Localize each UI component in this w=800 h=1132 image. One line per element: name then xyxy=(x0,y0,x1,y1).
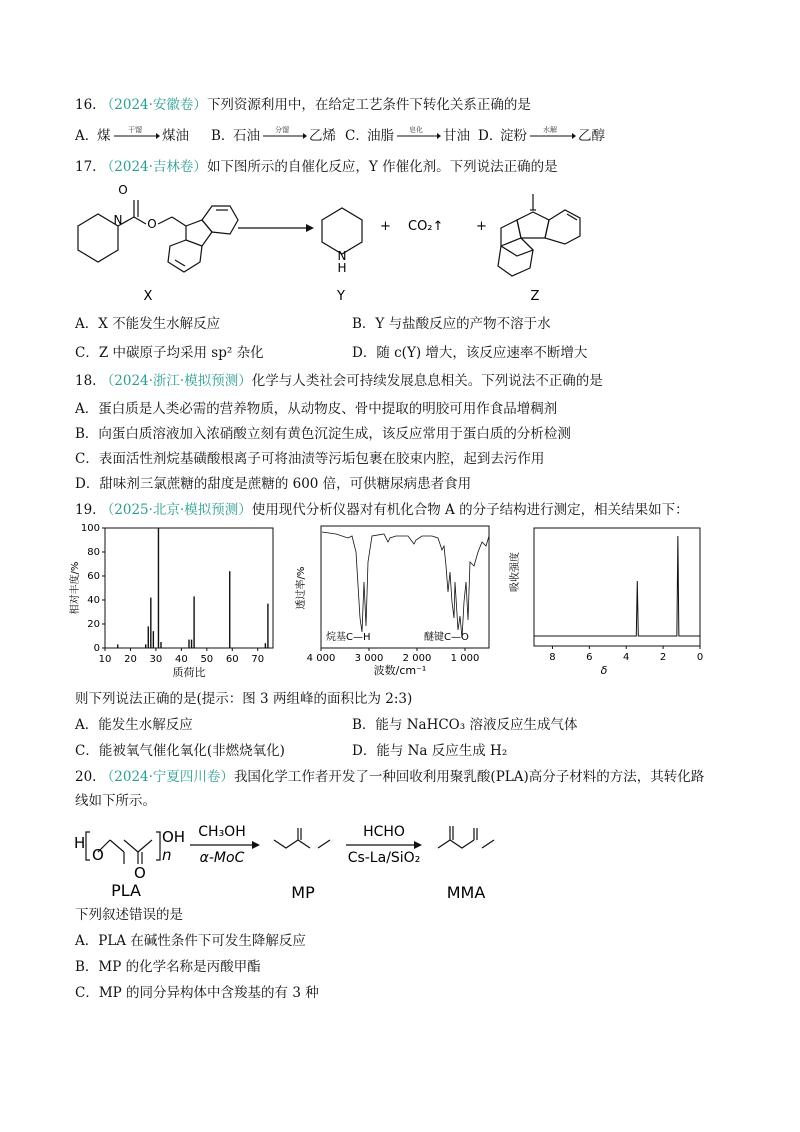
option-b: B．MP 的化学名称是丙酸甲酯 xyxy=(75,959,261,975)
q20-stem-line xyxy=(75,768,704,786)
route-arrow-1-head xyxy=(252,841,260,849)
option-a-to: 煤油 xyxy=(162,128,189,144)
label-x: X xyxy=(143,289,153,304)
q17-stem-line xyxy=(75,158,558,176)
x-tick-label: 70 xyxy=(251,654,265,665)
question-source: （2025·北京·模拟预测） xyxy=(100,502,252,518)
option-a: A．能发生水解反应 xyxy=(75,717,193,733)
option-b-from: 石油 xyxy=(233,128,260,144)
option-a: A．PLA 在碱性条件下可发生降解反应 xyxy=(75,933,306,949)
q20-ask: 下列叙述错误的是 xyxy=(75,907,183,923)
q20-stem-line-2: 线如下所示。 xyxy=(75,793,156,809)
x-axis-label: δ xyxy=(600,664,608,677)
q19-stem-line xyxy=(75,501,689,519)
atom-o: O xyxy=(118,183,128,197)
question-source: （2024·宁夏四川卷） xyxy=(100,769,234,785)
x-tick-label: 6 xyxy=(586,652,593,663)
option-b-label: B． xyxy=(211,128,235,144)
question-stem: 化学与人类社会可持续发展息息相关。下列说法不正确的是 xyxy=(251,373,603,389)
option-d-label: D． xyxy=(478,128,503,144)
plus-sign: + xyxy=(380,219,391,234)
option-a-arrow xyxy=(114,132,160,140)
option-d: D．甜味剂三氯蔗糖的甜度是蔗糖的 600 倍，可供糖尿病患者食用 xyxy=(75,476,472,492)
question-source: （2024·浙江·模拟预测） xyxy=(100,373,252,389)
question-number: 16. xyxy=(75,97,97,113)
option-a: A．X 不能发生水解反应 xyxy=(75,316,221,332)
plus-sign: + xyxy=(476,219,487,234)
y-tick-label: 60 xyxy=(87,571,100,582)
annotation-ether-co: 醚键C—O xyxy=(424,632,469,643)
question-source: （2024·安徽卷） xyxy=(100,97,207,113)
atom-n: N xyxy=(113,213,123,227)
option-c-arrow xyxy=(397,132,441,140)
y-axis-label: 透过率/% xyxy=(296,566,307,610)
x-tick-label: 4 000 xyxy=(306,653,336,664)
atom-h-end: H xyxy=(74,834,86,852)
molecule-y xyxy=(322,208,362,254)
label-pla: PLA xyxy=(111,881,141,900)
atom-nh: N xyxy=(337,249,347,263)
question-stem: 我国化学工作者开发了一种回收利用聚乳酸(PLA)高分子材料的方法，其转化路 xyxy=(233,769,705,785)
arrow-head xyxy=(306,224,314,232)
nmr-trace xyxy=(534,536,700,636)
atom-oh-end: OH xyxy=(162,828,186,846)
option-c-label: C． xyxy=(345,128,369,144)
molecule-z xyxy=(498,194,580,276)
y-tick-label: 80 xyxy=(87,547,100,558)
option-c: C．Z 中碳原子均采用 sp² 杂化 xyxy=(75,345,264,361)
x-tick-label: 60 xyxy=(225,654,239,665)
molecule-x xyxy=(78,200,238,272)
option-b: B．向蛋白质溶液加入浓硝酸立刻有黄色沉淀生成，该反应常用于蛋白质的分析检测 xyxy=(75,426,571,442)
nmr-spectrum-chart xyxy=(508,522,708,682)
question-stem: 使用现代分析仪器对有机化合物 A 的分子结构进行测定，相关结果如下： xyxy=(251,502,689,518)
question-number: 17. xyxy=(75,159,97,175)
mass-spectrum-chart xyxy=(66,522,286,682)
x-tick-label: 0 xyxy=(696,652,704,663)
y-tick-label: 0 xyxy=(93,643,100,654)
x-tick-label: 8 xyxy=(549,652,556,663)
x-axis-label: 质荷比 xyxy=(172,666,206,679)
x-tick-label: 3 000 xyxy=(354,653,384,664)
question-stem: 如下图所示的自催化反应，Y 作催化剂。下列说法正确的是 xyxy=(206,159,558,175)
option-c-condition: 皂化 xyxy=(409,126,423,134)
plot-frame xyxy=(534,528,700,646)
option-d: D．随 c(Y) 增大，该反应速率不断增大 xyxy=(352,345,588,361)
repeat-unit-n: n xyxy=(162,846,172,864)
x-tick-label: 50 xyxy=(200,654,214,665)
option-c-to: 甘油 xyxy=(443,128,470,144)
option-c: C．能被氧气催化氧化(非燃烧氧化) xyxy=(75,743,285,759)
question-stem: 下列资源利用中，在给定工艺条件下转化关系正确的是 xyxy=(206,97,531,113)
question-number: 19. xyxy=(75,502,97,518)
x-tick-label: 2 xyxy=(659,652,667,663)
catalyst-2: Cs-La/SiO₂ xyxy=(347,850,421,866)
x-tick-label: 20 xyxy=(124,654,137,665)
label-mp: MP xyxy=(291,883,315,902)
x-tick-label: 4 xyxy=(623,652,630,663)
label-z: Z xyxy=(530,289,540,304)
option-b-arrow xyxy=(263,132,307,140)
option-a-from: 煤 xyxy=(97,128,111,144)
option-d-condition: 水解 xyxy=(543,126,557,134)
question-number: 18. xyxy=(75,373,97,389)
plot-frame xyxy=(105,528,273,648)
option-a-label: A． xyxy=(75,128,99,144)
ir-trace xyxy=(322,532,489,638)
y-axis-label: 吸收强度 xyxy=(510,552,521,592)
atom-o-carbonyl: O xyxy=(134,864,146,882)
x-tick-label: 30 xyxy=(149,654,163,665)
atom-o-ester: O xyxy=(147,217,157,231)
option-a-condition: 干馏 xyxy=(128,126,142,134)
x-tick-label: 40 xyxy=(174,654,188,665)
reagent-1: CH₃OH xyxy=(198,824,246,840)
question-number: 20. xyxy=(75,769,97,785)
question-source: （2024·吉林卷） xyxy=(100,159,207,175)
option-a: A．蛋白质是人类必需的营养物质，从动物皮、骨中提取的明胶可用作食品增稠剂 xyxy=(75,401,558,417)
atom-o-main: O xyxy=(92,846,104,864)
y-tick-label: 100 xyxy=(80,523,100,534)
mp-structure xyxy=(274,828,330,848)
option-d: D．能与 Na 反应生成 H₂ xyxy=(352,743,508,759)
x-tick-label: 10 xyxy=(98,654,112,665)
ir-spectrum-chart xyxy=(292,522,502,682)
option-d-arrow xyxy=(530,132,576,140)
option-b-to: 乙烯 xyxy=(309,128,336,144)
option-d-to: 乙醇 xyxy=(578,128,605,144)
y-axis-label: 相对丰度/% xyxy=(70,561,81,615)
x-tick-label: 2 000 xyxy=(402,653,432,664)
atom-h: H xyxy=(337,261,347,275)
option-c-from: 油脂 xyxy=(367,128,394,144)
x-tick-label: 1 000 xyxy=(450,653,480,664)
q20-conversion-route xyxy=(66,812,686,902)
option-b-condition: 分馏 xyxy=(275,126,289,134)
annotation-alkyl-ch: 烷基C—H xyxy=(326,632,371,643)
option-c: C．MP 的同分异构体中含羧基的有 3 种 xyxy=(75,985,319,1001)
q17-reaction-scheme xyxy=(60,176,700,306)
y-tick-label: 20 xyxy=(87,619,100,630)
co2-product: CO₂↑ xyxy=(408,219,444,234)
q16-stem-line xyxy=(75,96,531,114)
route-arrow-2-head xyxy=(414,841,422,849)
option-b: B．能与 NaHCO₃ 溶液反应生成气体 xyxy=(352,717,578,733)
q18-stem-line xyxy=(75,372,603,390)
label-y: Y xyxy=(337,289,345,304)
option-d-from: 淀粉 xyxy=(500,128,527,144)
option-c: C．表面活性剂烷基磺酸根离子可将油渍等污垢包裹在胶束内腔，起到去污作用 xyxy=(75,451,545,467)
reagent-2: HCHO xyxy=(363,824,405,840)
x-axis-label: 波数/cm⁻¹ xyxy=(373,664,427,677)
option-b: B．Y 与盐酸反应的产物不溶于水 xyxy=(352,316,551,332)
q19-hint: 则下列说法正确的是(提示：图 3 两组峰的面积比为 2:3) xyxy=(75,691,413,707)
mma-structure xyxy=(438,826,494,848)
y-tick-label: 40 xyxy=(87,595,100,606)
plot-frame xyxy=(321,526,489,648)
label-mma: MMA xyxy=(446,883,486,902)
catalyst-1: α-MoC xyxy=(199,850,245,866)
